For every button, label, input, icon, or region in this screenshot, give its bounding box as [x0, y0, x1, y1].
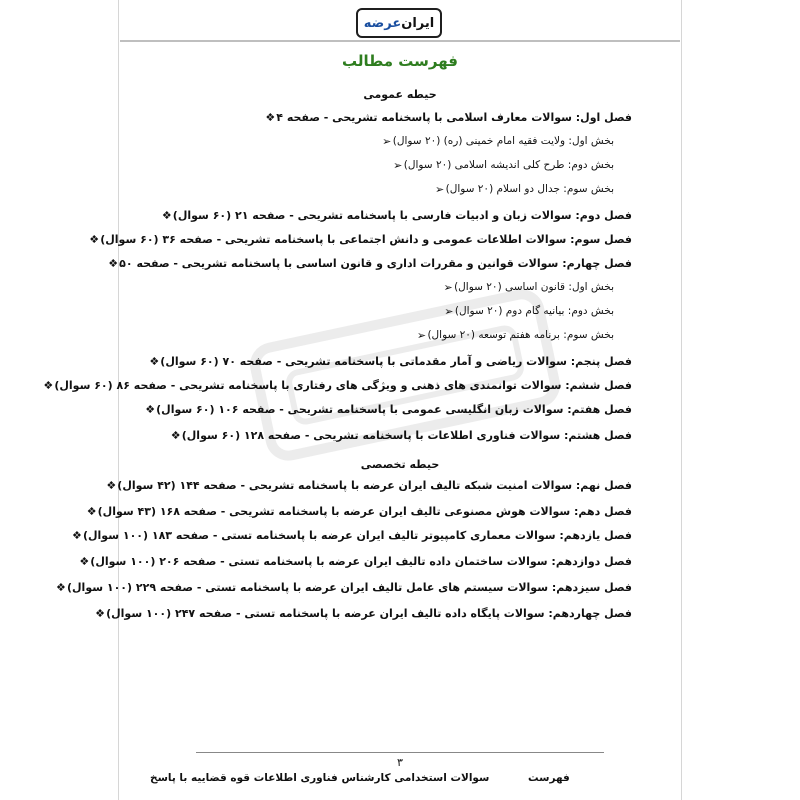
toc-chapter-item	[258, 108, 632, 126]
arrow-bullet-icon: ➢	[443, 280, 453, 294]
diamond-bullet-icon: ❖	[106, 478, 117, 492]
diamond-bullet-icon: ❖	[72, 528, 82, 542]
general-section-heading: حیطه عمومی	[363, 88, 437, 101]
toc-item-text: فصل سیزدهم: سوالات سیستم های عامل تالیف ایران عرضه با پاسخنامه تستی - صفحه ۲۲۹ (۱۰۰ سوال)	[66, 580, 632, 594]
arrow-bullet-icon: ➢	[416, 328, 427, 342]
toc-item-text: فصل دهم: سوالات هوش مصنوعی تالیف ایران عرضه با پاسخنامه تشریحی - صفحه ۱۶۸ (۴۳ سوال)	[97, 504, 632, 518]
toc-chapter-item	[65, 526, 632, 544]
toc-item-text: فصل چهارم: سوالات قوانین و مقررات اداری و قانون اساسی با پاسخنامه تشریحی - صفحه ۵۰	[119, 256, 632, 270]
arrow-bullet-icon: ➢	[444, 304, 454, 318]
toc-item-text: بخش دوم: بیانیه گام دوم (۲۰ سوال)	[454, 305, 614, 317]
toc-item-text: فصل اول: سوالات معارف اسلامی با پاسخنامه تشریحی - صفحه ۴	[276, 110, 632, 124]
toc-chapter-item	[101, 254, 632, 272]
brand-logo	[356, 8, 442, 38]
diamond-bullet-icon: ❖	[56, 580, 66, 594]
toc-chapter-item	[142, 352, 632, 370]
toc-title: فهرست مطالب	[342, 52, 458, 70]
toc-subsection-item	[428, 180, 614, 198]
toc-chapter-item	[36, 376, 632, 394]
diamond-bullet-icon: ❖	[108, 256, 119, 270]
diamond-bullet-icon: ❖	[95, 606, 106, 620]
toc-item-text: فصل دوم: سوالات زبان و ادبیات فارسی با پاسخنامه تشریحی - صفحه ۲۱ (۶۰ سوال)	[172, 208, 632, 222]
diamond-bullet-icon: ❖	[170, 428, 181, 442]
footer-rule	[196, 752, 604, 753]
toc-subsection-item	[375, 132, 614, 150]
toc-item-text: فصل ششم: سوالات توانمندی های ذهنی و ویژگی های رفتاری با پاسخنامه تشریحی - صفحه ۸۶ (۶۰ سوال)	[54, 378, 632, 392]
header-rule	[120, 40, 680, 42]
diamond-bullet-icon: ❖	[265, 110, 276, 124]
toc-item-text: فصل یازدهم: سوالات معماری کامپیوتر تالیف ایران عرضه با پاسخنامه تستی - صفحه ۱۸۳ (۱۰۰ سوال)	[82, 528, 632, 542]
toc-chapter-item	[82, 230, 632, 248]
toc-item-text: فصل دوازدهم: سوالات ساختمان داده تالیف ایران عرضه با پاسخنامه تستی - صفحه ۲۰۶ (۱۰۰ سوال)	[90, 554, 632, 568]
footer-section-label: فهرست	[528, 772, 570, 784]
footer-book-title: سوالات استخدامی کارشناس فناوری اطلاعات قوه قضاییه با پاسخ	[150, 772, 490, 784]
diamond-bullet-icon: ❖	[86, 504, 97, 518]
logo-text-a: ایران	[401, 15, 435, 31]
page-number: ۳	[397, 756, 403, 769]
diamond-bullet-icon: ❖	[79, 554, 90, 568]
diamond-bullet-icon: ❖	[161, 208, 172, 222]
diamond-bullet-icon: ❖	[149, 354, 160, 368]
toc-subsection-item	[386, 156, 614, 174]
toc-subsection-item	[436, 278, 614, 296]
toc-item-text: فصل چهاردهم: سوالات پایگاه داده تالیف ایران عرضه با پاسخنامه تستی - صفحه ۲۴۷ (۱۰۰ سوال)	[106, 606, 632, 620]
toc-item-text: فصل هشتم: سوالات فناوری اطلاعات با پاسخنامه تشریحی - صفحه ۱۲۸ (۶۰ سوال)	[181, 428, 632, 442]
logo-text-b: عرضه	[363, 15, 402, 31]
arrow-bullet-icon: ➢	[434, 182, 445, 196]
diamond-bullet-icon: ❖	[89, 232, 100, 246]
toc-chapter-item	[80, 502, 632, 520]
toc-chapter-item	[164, 426, 632, 444]
toc-chapter-item	[99, 476, 632, 494]
diamond-bullet-icon: ❖	[145, 402, 156, 416]
toc-item-text: فصل پنجم: سوالات ریاضی و آمار مقدماتی با پاسخنامه تشریحی - صفحه ۷۰ (۶۰ سوال)	[160, 354, 632, 368]
arrow-bullet-icon: ➢	[393, 158, 403, 172]
diamond-bullet-icon: ❖	[43, 378, 54, 392]
toc-chapter-item	[138, 400, 632, 418]
toc-subsection-item	[437, 302, 614, 320]
arrow-bullet-icon: ➢	[382, 134, 392, 148]
toc-item-text: بخش سوم: برنامه هفتم توسعه (۲۰ سوال)	[427, 329, 614, 341]
toc-chapter-item	[72, 552, 632, 570]
toc-item-text: بخش دوم: طرح کلی اندیشه اسلامی (۲۰ سوال)	[403, 159, 614, 171]
toc-chapter-item	[49, 578, 632, 596]
toc-item-text: بخش اول: ولایت فقیه امام خمینی (ره) (۲۰ سوال)	[392, 135, 614, 147]
toc-item-text: بخش اول: قانون اساسی (۲۰ سوال)	[454, 281, 614, 293]
toc-item-text: فصل سوم: سوالات اطلاعات عمومی و دانش اجتماعی با پاسخنامه تشریحی - صفحه ۳۶ (۶۰ سوال)	[100, 232, 632, 246]
toc-subsection-item	[409, 326, 614, 344]
toc-chapter-item	[155, 206, 632, 224]
specialized-section-heading: حیطه تخصصی	[360, 458, 440, 471]
toc-item-text: فصل هفتم: سوالات زبان انگلیسی عمومی با پاسخنامه تشریحی - صفحه ۱۰۶ (۶۰ سوال)	[156, 402, 632, 416]
toc-item-text: بخش سوم: جدال دو اسلام (۲۰ سوال)	[445, 183, 614, 195]
toc-item-text: فصل نهم: سوالات امنیت شبکه تالیف ایران عرضه با پاسخنامه تشریحی - صفحه ۱۴۴ (۴۲ سوال)	[117, 478, 632, 492]
toc-chapter-item	[88, 604, 632, 622]
